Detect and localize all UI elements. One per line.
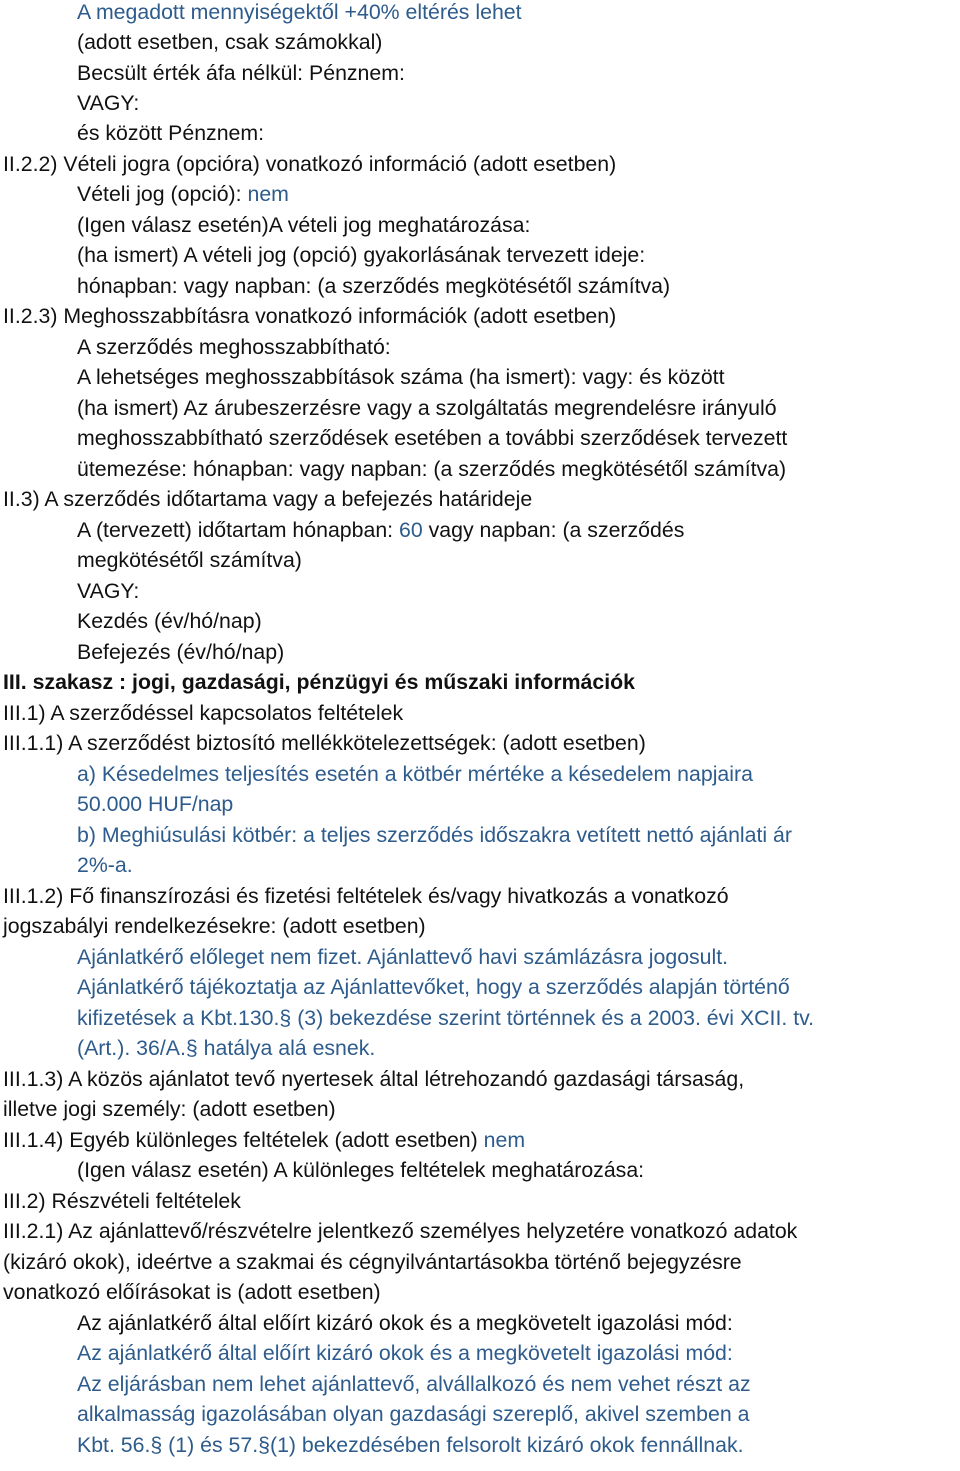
text-line: és között Pénznem: (77, 121, 265, 145)
value-text: nem (247, 182, 289, 206)
section-heading: III.1.3) A közös ajánlatot tevő nyertesek által létrehozandó gazdasági társaság, (3, 1067, 745, 1091)
section-heading: III.2.1) Az ajánlattevő/részvételre jelentkező személyes helyzetére vonatkozó adatok (3, 1219, 798, 1243)
text-line: alkalmasság igazolásában olyan gazdasági szereplő, akivel szemben a (77, 1402, 750, 1426)
text-line: Kezdés (év/hó/nap) (77, 609, 262, 633)
text-line: megkötésétől számítva) (77, 548, 302, 572)
text-line: (kizáró okok), ideértve a szakmai és cégnyilvántartásokba történő bejegyzésre (3, 1250, 742, 1274)
text-line: meghosszabbítható szerződések esetében a további szerződések tervezett (77, 426, 788, 450)
section-heading: II.2.2) Vételi jogra (opcióra) vonatkozó információ (adott esetben) (3, 152, 617, 176)
text-line: A (tervezett) időtartam hónapban: 60 vagy napban: (a szerződés (77, 518, 685, 542)
text-line: A megadott mennyiségektől +40% eltérés lehet (77, 0, 522, 24)
text-line: A lehetséges meghosszabbítások száma (ha ismert): vagy: és között (77, 365, 725, 389)
text-line: Az eljárásban nem lehet ajánlattevő, alvállalkozó és nem vehet részt az (77, 1372, 751, 1396)
text-line: VAGY: (77, 579, 140, 603)
section-heading: III.1.1) A szerződést biztosító mellékkötelezettségek: (adott esetben) (3, 731, 646, 755)
text-line: (adott esetben, csak számokkal) (77, 30, 383, 54)
section-title: III. szakasz : jogi, gazdasági, pénzügyi és műszaki információk (3, 670, 636, 694)
text-line: illetve jogi személy: (adott esetben) (3, 1097, 336, 1121)
value-text: nem (483, 1128, 526, 1152)
section-heading: III.1.4) Egyéb különleges feltételek (adott esetben) nem (3, 1128, 526, 1152)
text-line: ütemezése: hónapban: vagy napban: (a szerződés megkötésétől számítva) (77, 457, 787, 481)
text-line: Kbt. 56.§ (1) és 57.§(1) bekezdésében felsorolt kizáró okok fennállnak. (77, 1433, 744, 1457)
text-line: Ajánlatkérő tájékoztatja az Ajánlattevőket, hogy a szerződés alapján történő (77, 975, 790, 999)
text-line: Vételi jog (opció): nem (77, 182, 289, 206)
section-heading: III.1.2) Fő finanszírozási és fizetési feltételek és/vagy hivatkozás a vonatkozó (3, 884, 729, 908)
text-line: Az ajánlatkérő által előírt kizáró okok és a megkövetelt igazolási mód: (77, 1341, 733, 1365)
text-line: (Art.). 36/A.§ hatálya alá esnek. (77, 1036, 376, 1060)
text-line: Befejezés (év/hó/nap) (77, 640, 285, 664)
section-heading: II.3) A szerződés időtartama vagy a befejezés határideje (3, 487, 533, 511)
text-line: hónapban: vagy napban: (a szerződés megkötésétől számítva) (77, 274, 671, 298)
text-line: Az ajánlatkérő által előírt kizáró okok és a megkövetelt igazolási mód: (77, 1311, 733, 1335)
section-heading: II.2.3) Meghosszabbításra vonatkozó információk (adott esetben) (3, 304, 617, 328)
text-line: (ha ismert) Az árubeszerzésre vagy a szolgáltatás megrendelésre irányuló (77, 396, 777, 420)
text-line: a) Késedelmes teljesítés esetén a kötbér mértéke a késedelem napjaira (77, 762, 753, 786)
text-line: (Igen válasz esetén) A különleges feltételek meghatározása: (77, 1158, 645, 1182)
section-heading: III.1) A szerződéssel kapcsolatos feltételek (3, 701, 404, 725)
section-heading: III.2) Részvételi feltételek (3, 1189, 241, 1213)
text-line: (Igen válasz esetén)A vételi jog meghatározása: (77, 213, 531, 237)
text-line: 2%-a. (77, 853, 133, 877)
text-line: b) Meghiúsulási kötbér: a teljes szerződés időszakra vetített nettó ajánlati ár (77, 823, 792, 847)
text-line: 50.000 HUF/nap (77, 792, 234, 816)
text-line: jogszabályi rendelkezésekre: (adott esetben) (3, 914, 426, 938)
text-line: vonatkozó előírásokat is (adott esetben) (3, 1280, 381, 1304)
text-line: kifizetések a Kbt.130.§ (3) bekezdése szerint történnek és a 2003. évi XCII. tv. (77, 1006, 815, 1030)
text-line: Becsült érték áfa nélkül: Pénznem: (77, 61, 405, 85)
text-line: Ajánlatkérő előleget nem fizet. Ajánlattevő havi számlázásra jogosult. (77, 945, 729, 969)
text-line: (ha ismert) A vételi jog (opció) gyakorlásának tervezett ideje: (77, 243, 646, 267)
text-line: VAGY: (77, 91, 140, 115)
text-line: A szerződés meghosszabbítható: (77, 335, 391, 359)
value-text: 60 (399, 518, 423, 542)
